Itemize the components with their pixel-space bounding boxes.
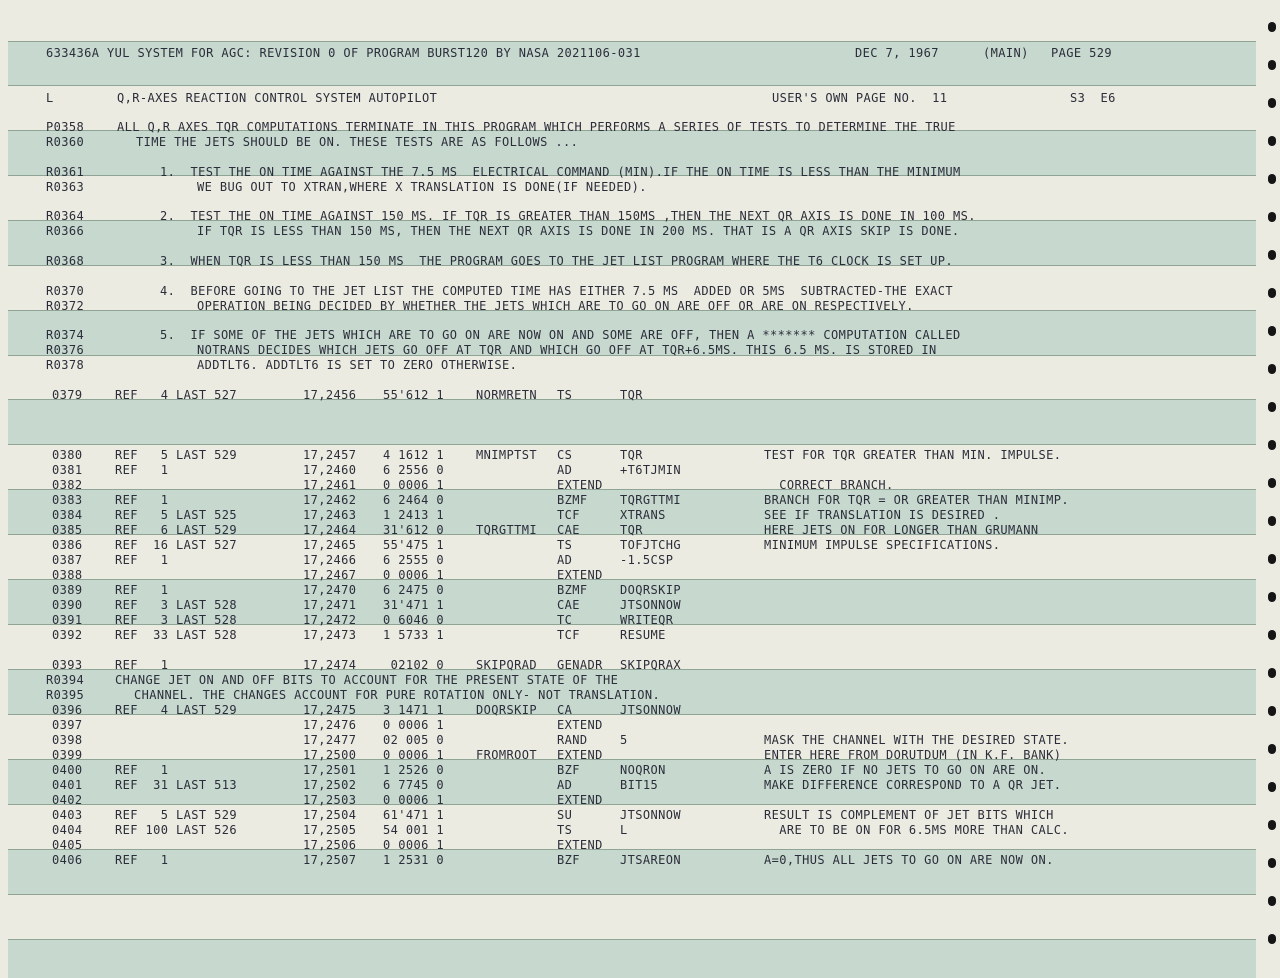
inline-comment-text: CHANGE JET ON AND OFF BITS TO ACCOUNT FOR THE PRESENT STATE OF THE [115,673,619,687]
comment-line-id: R0366 [46,224,85,238]
inline-comment-text: CHANNEL. THE CHANGES ACCOUNT FOR PURE ROTATION ONLY- NOT TRANSLATION. [134,688,661,702]
code-octal-word: 0 0006 1 [383,838,444,852]
code-opcode: TS [557,388,573,402]
code-line-number: 0387 [52,553,83,567]
code-octal-word: 6 7745 0 [383,778,444,792]
code-line-number: 0402 [52,793,83,807]
code-operand: DOQRSKIP [620,583,681,597]
inline-comment-id: R0395 [46,688,85,702]
code-line-number: 0398 [52,733,83,747]
code-line-number: 0389 [52,583,83,597]
header-line-type: L [46,91,54,105]
code-octal-word: 6 2475 0 [383,583,444,597]
code-address: 17,2471 [303,598,357,612]
code-line-number: 0396 [52,703,83,717]
feed-hole [1268,630,1276,640]
code-label: DOQRSKIP [476,703,537,717]
code-ref: REF 1 [115,658,169,672]
code-operand: TQR [620,448,643,462]
code-operand: -1.5CSP [620,553,674,567]
comment-line-id: R0368 [46,254,85,268]
code-ref: REF 1 [115,763,169,777]
code-label: FROMROOT [476,748,537,762]
code-address: 17,2503 [303,793,357,807]
code-address: 17,2464 [303,523,357,537]
code-ref: REF 1 [115,853,169,867]
code-line-number: 0390 [52,598,83,612]
code-opcode: CAE [557,598,580,612]
header-page: PAGE 529 [1051,46,1112,60]
code-line-number: 0406 [52,853,83,867]
feed-hole [1268,668,1276,678]
code-operand: JTSONNOW [620,598,681,612]
code-opcode: TCF [557,628,580,642]
feed-hole [1268,98,1276,108]
feed-hole [1268,440,1276,450]
feed-hole [1268,554,1276,564]
code-operand: 5 [620,733,628,747]
code-comment: MAKE DIFFERENCE CORRESPOND TO A QR JET. [764,778,1062,792]
comment-line-text: 2. TEST THE ON TIME AGAINST 150 MS. IF TQR IS GREATER THAN 150MS ,THEN THE NEXT QR AXIS IS DONE IN 100 MS. [160,209,976,223]
code-opcode: AD [557,553,573,567]
comment-line-text: ADDTLT6. ADDTLT6 IS SET TO ZERO OTHERWISE. [197,358,518,372]
code-comment: MASK THE CHANNEL WITH THE DESIRED STATE. [764,733,1069,747]
header-main: (MAIN) [983,46,1029,60]
code-ref: REF 100 LAST 526 [115,823,237,837]
code-operand: TQRGTTMI [620,493,681,507]
comment-line-id: R0363 [46,180,85,194]
code-operand: TQR [620,388,643,402]
code-opcode: GENADR [557,658,603,672]
code-octal-word: 02 005 0 [383,733,444,747]
paper-rule [8,444,1256,445]
feed-hole [1268,896,1276,906]
feed-hole [1268,858,1276,868]
code-line-number: 0386 [52,538,83,552]
code-address: 17,2463 [303,508,357,522]
code-address: 17,2506 [303,838,357,852]
code-opcode: EXTEND [557,718,603,732]
comment-line-text: WE BUG OUT TO XTRAN,WHERE X TRANSLATION IS DONE(IF NEEDED). [197,180,647,194]
code-line-number: 0382 [52,478,83,492]
code-comment: SEE IF TRANSLATION IS DESIRED . [764,508,1001,522]
paper-band [8,399,1256,445]
code-line-number: 0385 [52,523,83,537]
code-label: MNIMPTST [476,448,537,462]
code-comment: TEST FOR TQR GREATER THAN MIN. IMPULSE. [764,448,1062,462]
code-comment: RESULT IS COMPLEMENT OF JET BITS WHICH [764,808,1054,822]
code-address: 17,2460 [303,463,357,477]
code-line-number: 0403 [52,808,83,822]
code-opcode: AD [557,778,573,792]
code-octal-word: 31'612 0 [383,523,444,537]
code-address: 17,2474 [303,658,357,672]
code-opcode: TS [557,823,573,837]
code-ref: REF 1 [115,463,169,477]
code-ref: REF 16 LAST 527 [115,538,237,552]
code-operand: RESUME [620,628,666,642]
feed-hole [1268,782,1276,792]
comment-line-text: 3. WHEN TQR IS LESS THAN 150 MS THE PROGRAM GOES TO THE JET LIST PROGRAM WHERE THE T6 CLOCK IS SET UP. [160,254,953,268]
code-line-number: 0399 [52,748,83,762]
paper-rule [8,804,1256,805]
code-operand: TOFJTCHG [620,538,681,552]
code-octal-word: 0 0006 1 [383,718,444,732]
code-line-number: 0400 [52,763,83,777]
code-opcode: CS [557,448,573,462]
code-octal-word: 1 2531 0 [383,853,444,867]
code-comment: HERE JETS ON FOR LONGER THAN GRUMANN [764,523,1039,537]
code-operand: JTSONNOW [620,808,681,822]
feed-hole [1268,402,1276,412]
code-opcode: TCF [557,508,580,522]
code-line-number: 0405 [52,838,83,852]
code-octal-word: 55'612 1 [383,388,444,402]
comment-line-id: R0370 [46,284,85,298]
code-comment: MINIMUM IMPULSE SPECIFICATIONS. [764,538,1001,552]
code-ref: REF 1 [115,553,169,567]
comment-line-text: 1. TEST THE ON TIME AGAINST THE 7.5 MS ELECTRICAL COMMAND (MIN).IF THE ON TIME IS LESS THAN THE MINIMUM [160,165,961,179]
code-opcode: BZMF [557,583,588,597]
code-label: TQRGTTMI [476,523,537,537]
code-address: 17,2472 [303,613,357,627]
code-operand: JTSONNOW [620,703,681,717]
code-opcode: AD [557,463,573,477]
code-opcode: BZF [557,853,580,867]
comment-line-id: R0372 [46,299,85,313]
code-line-number: 0379 [52,388,83,402]
code-octal-word: 31'471 1 [383,598,444,612]
code-operand: XTRANS [620,508,666,522]
code-address: 17,2465 [303,538,357,552]
code-address: 17,2462 [303,493,357,507]
code-operand: BIT15 [620,778,659,792]
code-address: 17,2457 [303,448,357,462]
comment-line-text: 4. BEFORE GOING TO THE JET LIST THE COMPUTED TIME HAS EITHER 7.5 MS ADDED OR 5MS SUBTRACTED-THE EXACT [160,284,953,298]
code-octal-word: 1 2413 1 [383,508,444,522]
feed-hole [1268,592,1276,602]
code-address: 17,2467 [303,568,357,582]
feed-hole [1268,744,1276,754]
code-ref: REF 5 LAST 529 [115,448,237,462]
code-ref: REF 33 LAST 528 [115,628,237,642]
code-ref: REF 5 LAST 529 [115,808,237,822]
code-octal-word: 61'471 1 [383,808,444,822]
header-section-code: S3 E6 [1070,91,1116,105]
code-line-number: 0392 [52,628,83,642]
code-address: 17,2475 [303,703,357,717]
code-address: 17,2470 [303,583,357,597]
tractor-feed-strip [1256,0,1280,977]
code-opcode: EXTEND [557,748,603,762]
code-address: 17,2505 [303,823,357,837]
inline-comment-id: R0394 [46,673,85,687]
code-comment: ENTER HERE FROM DORUTDUM (IN K.F. BANK) [764,748,1062,762]
header-title: Q,R-AXES REACTION CONTROL SYSTEM AUTOPILOT [117,91,438,105]
paper-band [8,939,1256,978]
code-line-number: 0404 [52,823,83,837]
code-octal-word: 55'475 1 [383,538,444,552]
code-opcode: EXTEND [557,568,603,582]
code-ref: REF 1 [115,493,169,507]
code-operand: NOQRON [620,763,666,777]
feed-hole [1268,364,1276,374]
code-comment: A=0,THUS ALL JETS TO GO ON ARE NOW ON. [764,853,1054,867]
code-octal-word: 0 0006 1 [383,793,444,807]
code-octal-word: 54 001 1 [383,823,444,837]
code-label: SKIPQRAD [476,658,537,672]
code-opcode: BZF [557,763,580,777]
code-label: NORMRETN [476,388,537,402]
feed-hole [1268,212,1276,222]
feed-hole [1268,478,1276,488]
code-octal-word: 0 6046 0 [383,613,444,627]
code-line-number: 0388 [52,568,83,582]
code-octal-word: 1 2526 0 [383,763,444,777]
comment-line-id: R0361 [46,165,85,179]
code-operand: JTSAREON [620,853,681,867]
code-line-number: 0391 [52,613,83,627]
paper-rule [8,85,1256,86]
code-operand: TQR [620,523,643,537]
feed-hole [1268,706,1276,716]
code-opcode: RAND [557,733,588,747]
code-address: 17,2456 [303,388,357,402]
code-address: 17,2507 [303,853,357,867]
feed-hole [1268,326,1276,336]
header-date: DEC 7, 1967 [855,46,939,60]
code-comment: BRANCH FOR TQR = OR GREATER THAN MINIMP. [764,493,1069,507]
code-comment: CORRECT BRANCH. [764,478,894,492]
code-line-number: 0383 [52,493,83,507]
code-octal-word: 0 0006 1 [383,478,444,492]
code-octal-word: 6 2464 0 [383,493,444,507]
comment-line-text: TIME THE JETS SHOULD BE ON. THESE TESTS ARE AS FOLLOWS ... [136,135,579,149]
code-opcode: CA [557,703,573,717]
code-ref: REF 31 LAST 513 [115,778,237,792]
code-opcode: EXTEND [557,478,603,492]
code-ref: REF 3 LAST 528 [115,598,237,612]
code-octal-word: 6 2556 0 [383,463,444,477]
code-ref: REF 6 LAST 529 [115,523,237,537]
paper-rule [8,894,1256,895]
comment-line-id: R0364 [46,209,85,223]
code-opcode: CAE [557,523,580,537]
code-line-number: 0393 [52,658,83,672]
code-opcode: EXTEND [557,793,603,807]
feed-hole [1268,60,1276,70]
code-opcode: BZMF [557,493,588,507]
comment-line-id: R0360 [46,135,85,149]
code-address: 17,2466 [303,553,357,567]
code-opcode: SU [557,808,573,822]
code-address: 17,2504 [303,808,357,822]
comment-line-id: P0358 [46,120,85,134]
comment-line-text: ALL Q,R AXES TQR COMPUTATIONS TERMINATE IN THIS PROGRAM WHICH PERFORMS A SERIES OF TESTS TO DETERMINE THE TRUE [117,120,956,134]
code-octal-word: 4 1612 1 [383,448,444,462]
code-comment: A IS ZERO IF NO JETS TO GO ON ARE ON. [764,763,1047,777]
code-line-number: 0401 [52,778,83,792]
code-octal-word: 02102 0 [383,658,444,672]
feed-hole [1268,250,1276,260]
code-ref: REF 4 LAST 527 [115,388,237,402]
code-octal-word: 6 2555 0 [383,553,444,567]
code-opcode: EXTEND [557,838,603,852]
code-line-number: 0380 [52,448,83,462]
code-ref: REF 1 [115,583,169,597]
comment-line-text: 5. IF SOME OF THE JETS WHICH ARE TO GO ON ARE NOW ON AND SOME ARE OFF, THEN A ******* COMPUTATION CALLED [160,328,961,342]
feed-hole [1268,820,1276,830]
code-opcode: TS [557,538,573,552]
code-address: 17,2473 [303,628,357,642]
code-address: 17,2501 [303,763,357,777]
code-operand: +T6TJMIN [620,463,681,477]
comment-line-id: R0378 [46,358,85,372]
feed-hole [1268,516,1276,526]
code-address: 17,2502 [303,778,357,792]
header-users-page: USER'S OWN PAGE NO. 11 [772,91,948,105]
code-line-number: 0397 [52,718,83,732]
code-octal-word: 0 0006 1 [383,568,444,582]
code-address: 17,2476 [303,718,357,732]
code-address: 17,2461 [303,478,357,492]
comment-line-text: OPERATION BEING DECIDED BY WHETHER THE JETS WHICH ARE TO GO ON ARE OFF OR ARE ON RESPECTIVELY. [197,299,914,313]
comment-line-text: NOTRANS DECIDES WHICH JETS GO OFF AT TQR AND WHICH GO OFF AT TQR+6.5MS. THIS 6.5 MS. IS STORED IN [197,343,937,357]
comment-line-text: IF TQR IS LESS THAN 150 MS, THEN THE NEXT QR AXIS IS DONE IN 200 MS. THAT IS A QR AXIS SKIP IS DONE. [197,224,960,238]
code-operand: SKIPQRAX [620,658,681,672]
feed-hole [1268,22,1276,32]
feed-hole [1268,136,1276,146]
code-operand: WRITEQR [620,613,674,627]
code-ref: REF 5 LAST 525 [115,508,237,522]
code-line-number: 0381 [52,463,83,477]
code-octal-word: 0 0006 1 [383,748,444,762]
code-octal-word: 3 1471 1 [383,703,444,717]
comment-line-id: R0376 [46,343,85,357]
code-address: 17,2500 [303,748,357,762]
code-address: 17,2477 [303,733,357,747]
code-comment: ARE TO BE ON FOR 6.5MS MORE THAN CALC. [764,823,1069,837]
code-octal-word: 1 5733 1 [383,628,444,642]
code-line-number: 0384 [52,508,83,522]
code-operand: L [620,823,628,837]
comment-line-id: R0374 [46,328,85,342]
feed-hole [1268,174,1276,184]
header-program-line: 633436A YUL SYSTEM FOR AGC: REVISION 0 OF PROGRAM BURST120 BY NASA 2021106-031 [46,46,641,60]
feed-hole [1268,288,1276,298]
code-ref: REF 3 LAST 528 [115,613,237,627]
code-opcode: TC [557,613,573,627]
feed-hole [1268,934,1276,944]
code-ref: REF 4 LAST 529 [115,703,237,717]
